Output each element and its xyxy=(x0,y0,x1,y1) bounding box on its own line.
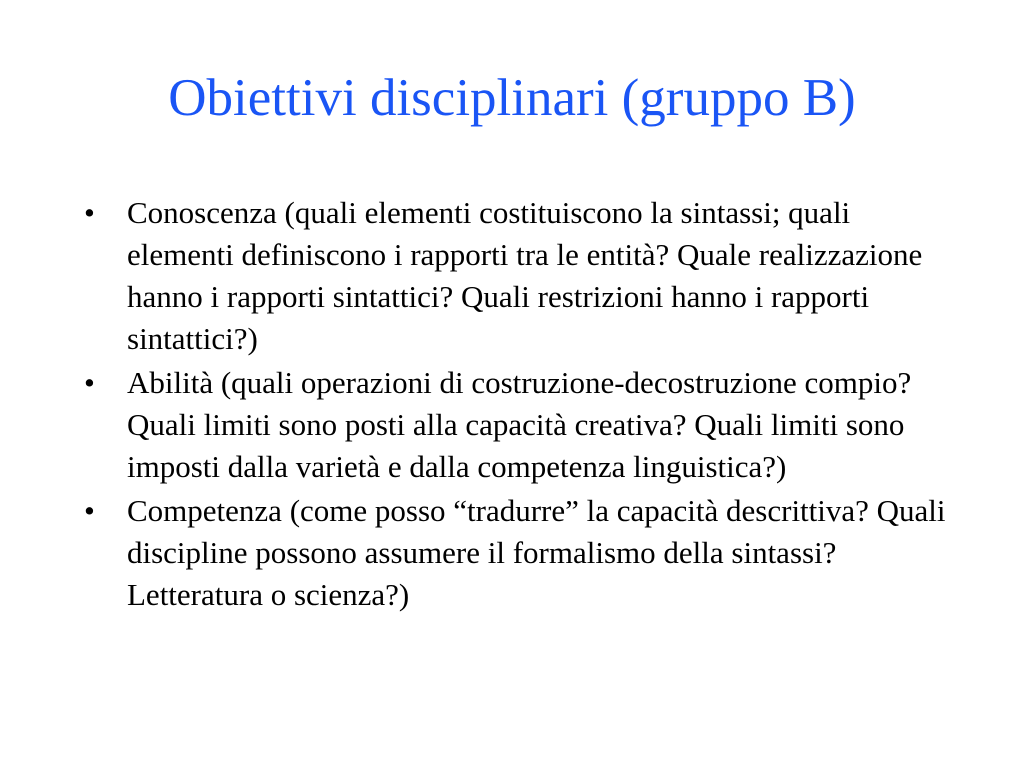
bullet-item-conoscenza xyxy=(84,192,954,360)
bullet-list xyxy=(84,192,954,616)
bullet-text: Competenza (come posso “tradurre” la capacità descrittiva? Quali discipline possono assumere il formalismo della sintassi? Letteratura o scienza?) xyxy=(127,493,946,612)
slide-title: Obiettivi disciplinari (gruppo B) xyxy=(168,69,856,127)
bullet-icon: • xyxy=(84,195,95,230)
bullet-text: Abilità (quali operazioni di costruzione-decostruzione compio? Quali limiti sono posti alla capacità creativa? Quali limiti sono imposti dalla varietà e dalla competenza linguistica?) xyxy=(127,365,912,484)
bullet-icon: • xyxy=(84,493,95,528)
bullet-icon: • xyxy=(84,365,95,400)
bullet-text: Conoscenza (quali elementi costituiscono la sintassi; quali elementi definiscono i rapporti tra le entità? Quale realizzazione hanno i rapporti sintattici? Quali restrizioni hanno i rapporti sintattici?) xyxy=(127,195,923,356)
bullet-item-abilita xyxy=(84,362,954,488)
bullet-item-competenza xyxy=(84,490,954,616)
